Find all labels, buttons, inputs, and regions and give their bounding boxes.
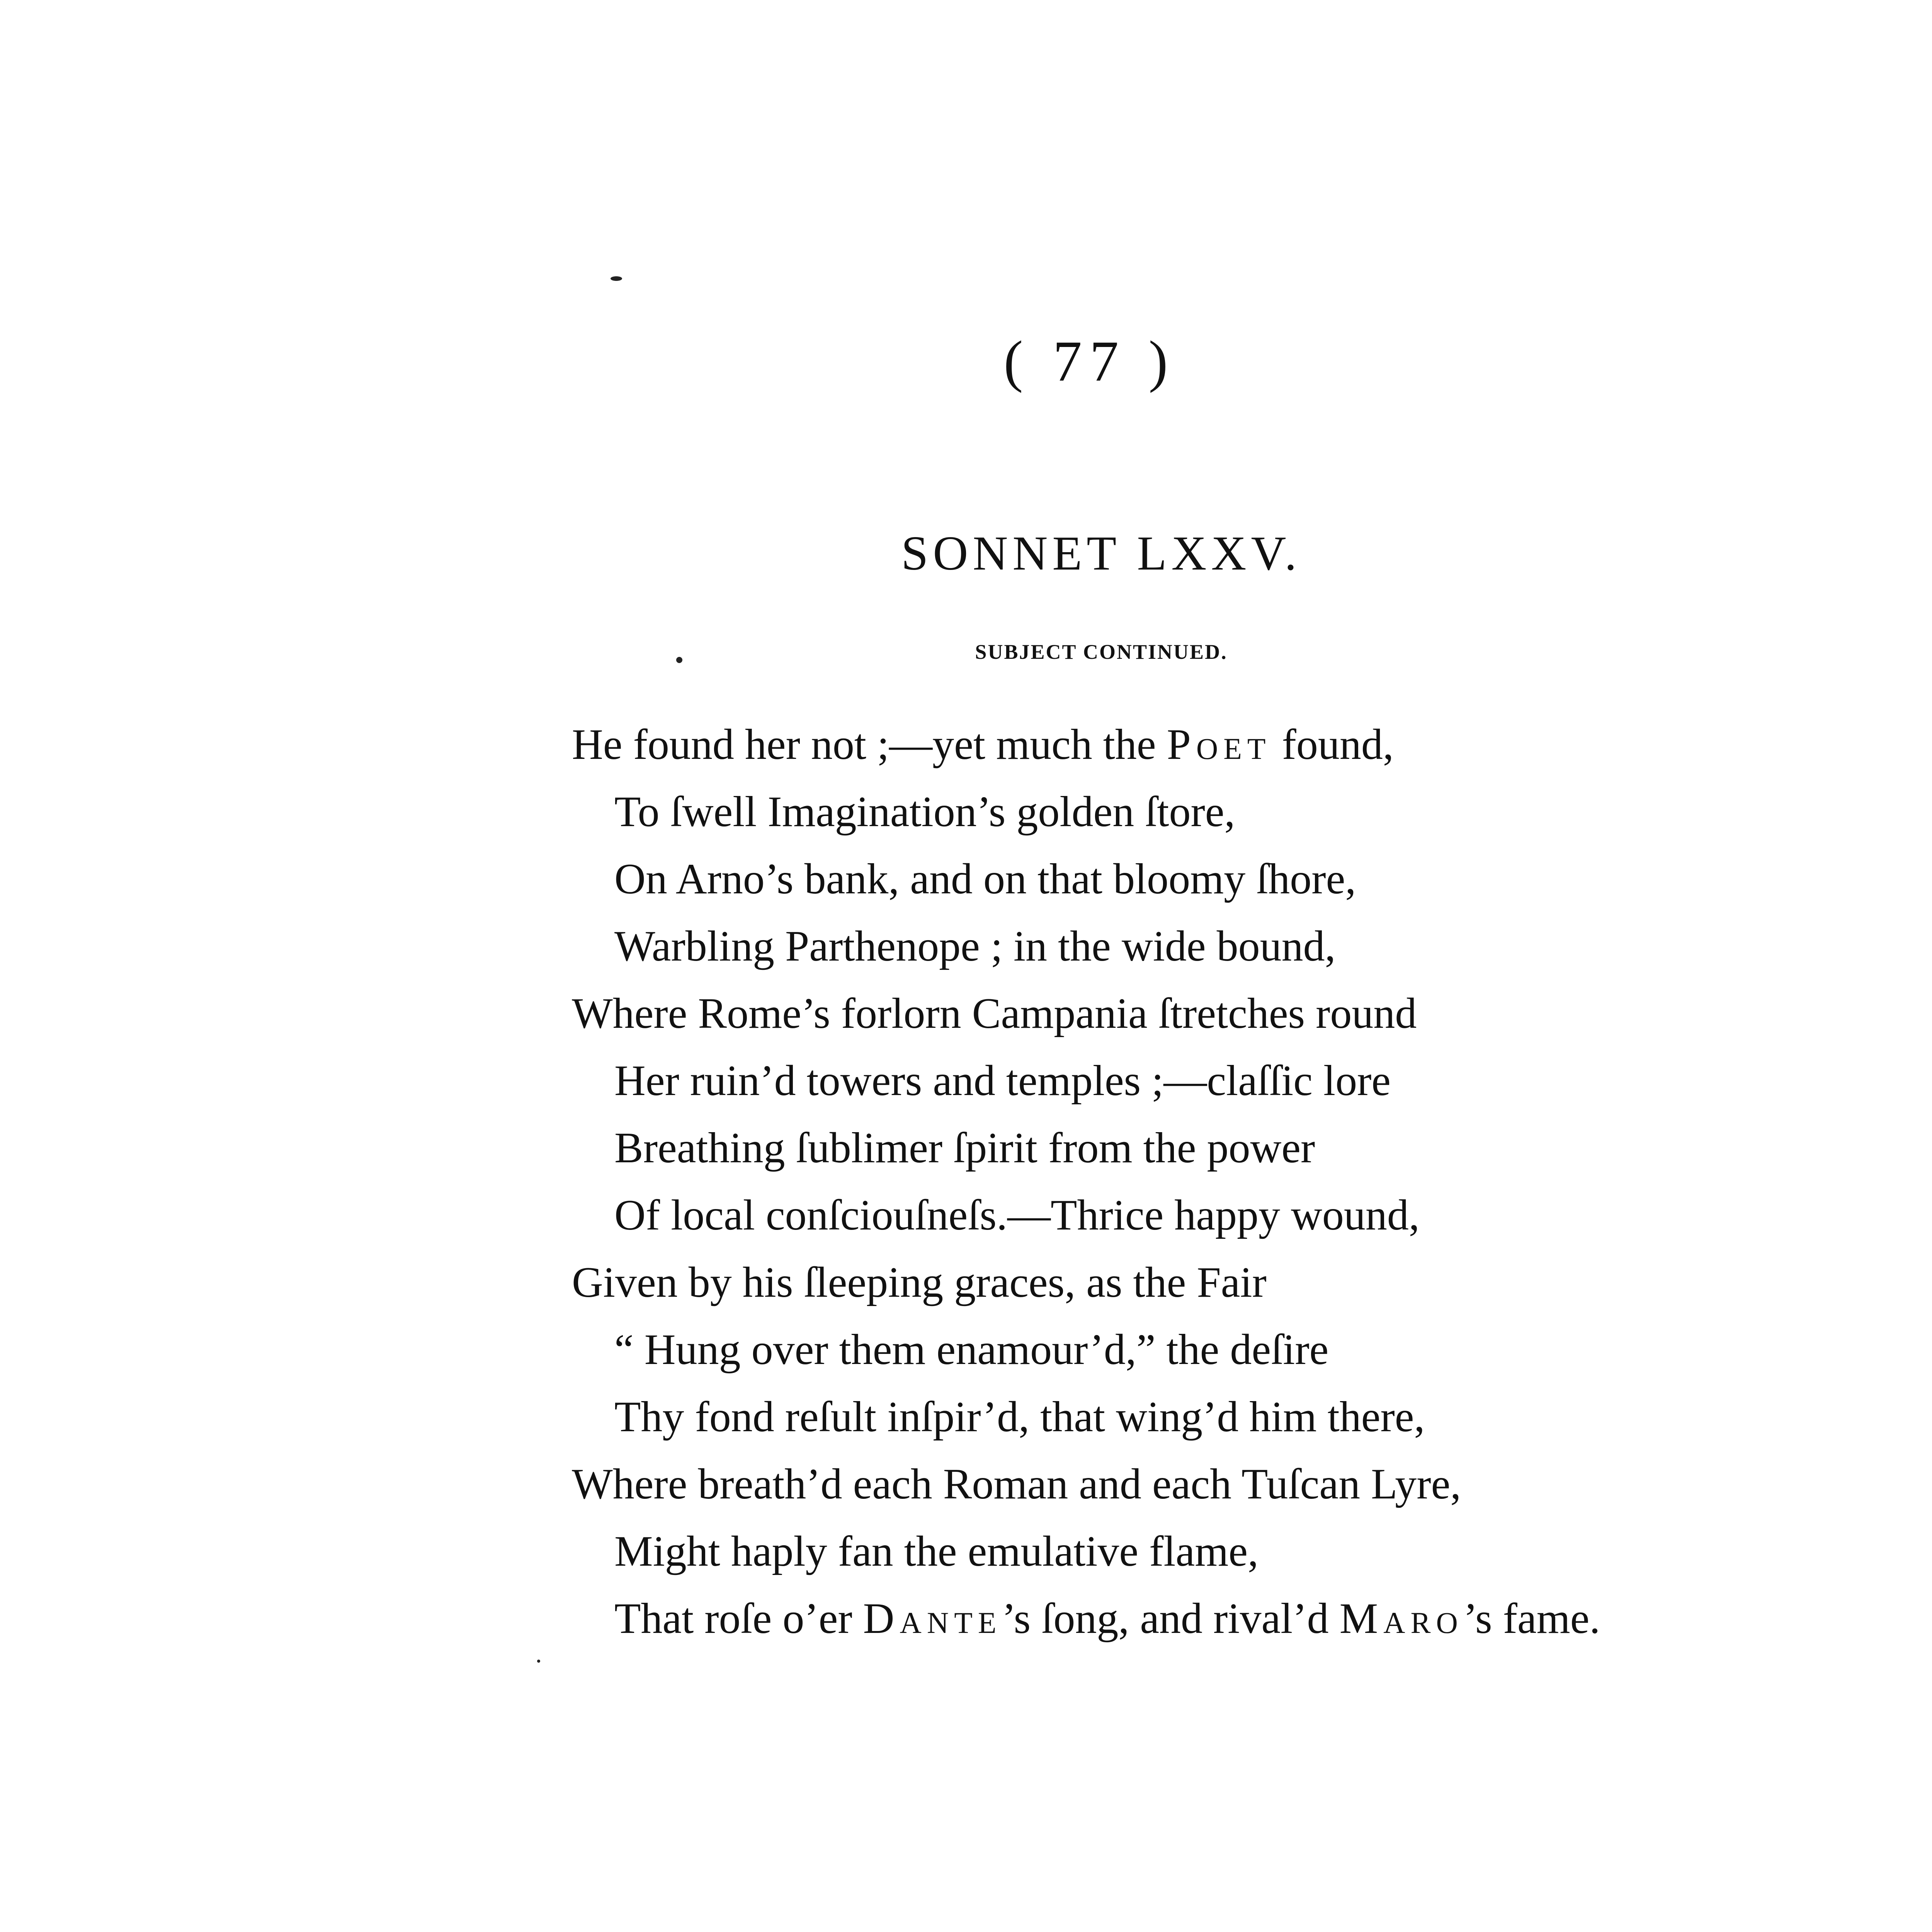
poem-line [572, 1451, 1808, 1518]
scan-speck [611, 276, 622, 281]
poem-line [572, 845, 1808, 913]
poem-line [572, 1249, 1808, 1316]
poem-line [572, 1114, 1808, 1182]
line-text: found, [1271, 721, 1394, 769]
line-text: ’s ſong, and rival’d [1002, 1595, 1340, 1643]
poem-line [572, 1585, 1808, 1652]
line-text: Given by his ſleeping graces, as the Fair [572, 1259, 1267, 1306]
line-text: He found her not ;—yet much the [572, 721, 1167, 769]
poem-line [572, 1182, 1808, 1249]
line-text: Might haply fan the emulative flame, [614, 1527, 1259, 1575]
page-number: ( 77 ) [1003, 329, 1176, 393]
poet-smallcaps: Poet [1167, 721, 1271, 769]
sonnet-subtitle: SUBJECT CONTINUED. [975, 640, 1228, 663]
poem-line [572, 1047, 1808, 1114]
scan-speck [676, 657, 682, 663]
line-text: ’s fame. [1463, 1595, 1600, 1643]
line-text: That roſe o’er [614, 1595, 863, 1643]
line-text: Where Rome’s forlorn Campania ſtretches round [572, 990, 1417, 1037]
line-text: Of local conſciouſneſs.—Thrice happy wound, [614, 1191, 1420, 1239]
line-text: “ Hung over them enamour’d,” the deſire [614, 1326, 1329, 1374]
dante-smallcaps: Dante [863, 1595, 1002, 1643]
line-text: Breathing ſublimer ſpirit from the power [614, 1124, 1315, 1172]
line-text: To ſwell Imagination’s golden ſtore, [614, 788, 1235, 836]
poem-line [572, 1383, 1808, 1451]
poem-line [572, 711, 1808, 778]
scan-speck [537, 1660, 540, 1663]
line-text: Warbling Parthenope ; in the wide bound, [614, 922, 1336, 970]
line-text: On Arno’s bank, and on that bloomy ſhore, [614, 855, 1356, 903]
poem-line [572, 913, 1808, 980]
maro-smallcaps: Maro [1339, 1595, 1463, 1643]
poem-line [572, 980, 1808, 1047]
line-text: Where breath’d each Roman and each Tuſcan Lyre, [572, 1460, 1461, 1508]
sonnet-title: SONNET LXXV. [901, 527, 1301, 580]
poem-line [572, 1316, 1808, 1383]
sonnet-body [572, 711, 1808, 1652]
line-text: Her ruin’d towers and temples ;—claſſic lore [614, 1057, 1391, 1105]
line-text: Thy fond reſult inſpir’d, that wing’d him there, [614, 1393, 1425, 1441]
poem-line [572, 1518, 1808, 1585]
poem-line [572, 778, 1808, 845]
